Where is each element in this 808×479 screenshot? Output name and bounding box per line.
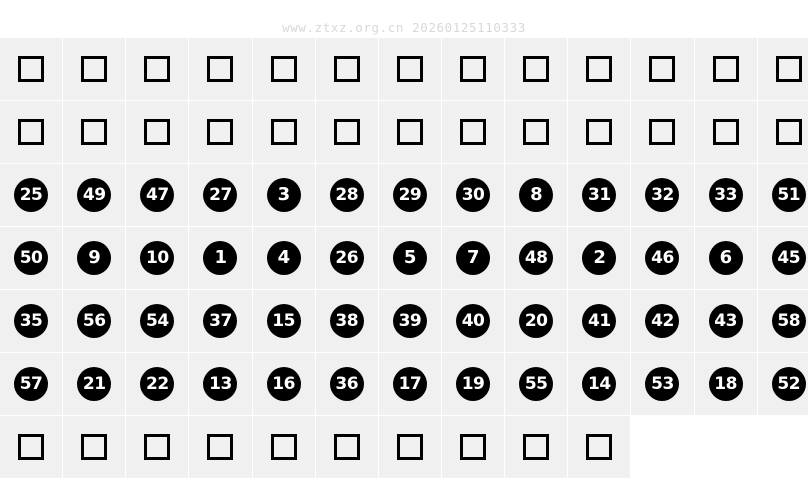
glyph-cell-inner [253,164,315,226]
glyph-cell-inner [505,227,567,289]
watermark-text: www.ztxz.org.cn 20260125110333 [282,20,526,35]
glyph-cell-inner [695,101,757,163]
filled-circle-number-icon: 39 [393,304,427,338]
filled-circle-number-icon: 18 [709,367,743,401]
filled-circle-number-icon: 8 [519,178,553,212]
glyph-cell [757,101,808,164]
glyph-cell-inner [126,38,188,100]
glyph-cell [378,290,441,353]
filled-circle-number-icon: 55 [519,367,553,401]
glyph-cell-inner [189,290,251,352]
glyph-cell [126,290,189,353]
glyph-cell [505,227,568,290]
glyph-cell-inner [379,353,441,415]
glyph-cell [694,290,757,353]
glyph-cell-inner [695,290,757,352]
glyph-cell-inner [253,353,315,415]
glyph-cell-inner [126,353,188,415]
glyph-cell-inner [505,416,567,478]
glyph-cell-inner [253,101,315,163]
glyph-cell [631,227,694,290]
glyph-cell-inner [126,101,188,163]
notdef-box-icon [81,434,107,460]
glyph-cell [189,164,252,227]
glyph-cell-inner [63,101,125,163]
glyph-cell [568,290,631,353]
glyph-cell [505,101,568,164]
glyph-cell [757,227,808,290]
glyph-cell-inner [63,290,125,352]
glyph-grid-body [0,38,808,479]
glyph-cell-inner [442,164,504,226]
notdef-box-icon [334,119,360,145]
glyph-cell [315,227,378,290]
notdef-box-icon [334,56,360,82]
glyph-cell-inner [568,227,630,289]
glyph-cell [568,38,631,101]
filled-circle-number-icon: 6 [709,241,743,275]
glyph-cell [694,38,757,101]
glyph-cell [757,353,808,416]
notdef-box-icon [334,434,360,460]
glyph-cell-inner [63,353,125,415]
glyph-cell-inner [379,290,441,352]
glyph-cell-inner [568,416,630,478]
filled-circle-number-icon: 54 [140,304,174,338]
glyph-cell [441,227,504,290]
glyph-cell [126,101,189,164]
notdef-box-icon [776,119,802,145]
glyph-cell-inner [568,164,630,226]
notdef-box-icon [586,56,612,82]
filled-circle-number-icon: 51 [772,178,806,212]
glyph-cell-inner [631,290,693,352]
glyph-cell-inner [695,353,757,415]
notdef-box-icon [81,56,107,82]
glyph-cell-inner [126,227,188,289]
filled-circle-number-icon: 41 [582,304,616,338]
glyph-cell-inner [568,101,630,163]
glyph-cell-inner [316,227,378,289]
glyph-cell-inner [189,164,251,226]
notdef-box-icon [649,119,675,145]
notdef-box-icon [460,434,486,460]
glyph-cell [441,101,504,164]
glyph-cell-inner [505,164,567,226]
glyph-cell-inner [316,164,378,226]
glyph-cell [441,38,504,101]
filled-circle-number-icon: 49 [77,178,111,212]
glyph-cell-inner [0,290,62,352]
filled-circle-number-icon: 1 [203,241,237,275]
glyph-cell-inner [0,101,62,163]
notdef-box-icon [271,119,297,145]
notdef-box-icon [649,56,675,82]
glyph-cell [126,164,189,227]
glyph-cell [441,353,504,416]
filled-circle-number-icon: 10 [140,241,174,275]
glyph-cell-inner [442,353,504,415]
glyph-cell [315,38,378,101]
glyph-cell [63,38,126,101]
notdef-box-icon [18,119,44,145]
filled-circle-number-icon: 26 [330,241,364,275]
glyph-cell-inner [379,164,441,226]
glyph-cell [126,38,189,101]
glyph-cell [63,101,126,164]
glyph-cell [189,416,252,479]
glyph-cell-inner [379,38,441,100]
filled-circle-number-icon: 2 [582,241,616,275]
glyph-cell [0,290,63,353]
glyph-cell [0,353,63,416]
filled-circle-number-icon: 22 [140,367,174,401]
glyph-cell-inner [442,101,504,163]
filled-circle-number-icon: 21 [77,367,111,401]
glyph-cell [189,38,252,101]
glyph-row [0,38,808,101]
notdef-box-icon [207,119,233,145]
glyph-cell [568,416,631,479]
notdef-box-icon [776,56,802,82]
glyph-cell [0,164,63,227]
glyph-cell-inner [442,290,504,352]
filled-circle-number-icon: 38 [330,304,364,338]
glyph-cell [694,227,757,290]
filled-circle-number-icon: 47 [140,178,174,212]
notdef-box-icon [713,56,739,82]
glyph-cell-inner [126,290,188,352]
glyph-cell-inner [253,38,315,100]
glyph-cell-inner [189,38,251,100]
glyph-cell-inner [316,38,378,100]
notdef-box-icon [523,434,549,460]
glyph-cell [252,164,315,227]
glyph-cell-inner [442,38,504,100]
glyph-cell-empty [631,416,694,479]
glyph-cell-inner [631,227,693,289]
filled-circle-number-icon: 14 [582,367,616,401]
glyph-cell [252,353,315,416]
glyph-cell [63,227,126,290]
notdef-box-icon [207,56,233,82]
glyph-cell-inner [695,164,757,226]
glyph-cell-inner [379,227,441,289]
filled-circle-number-icon: 32 [645,178,679,212]
filled-circle-number-icon: 25 [14,178,48,212]
filled-circle-number-icon: 29 [393,178,427,212]
glyph-cell [315,416,378,479]
glyph-cell [63,353,126,416]
filled-circle-number-icon: 5 [393,241,427,275]
glyph-cell [505,164,568,227]
glyph-cell [189,101,252,164]
glyph-grid [0,38,808,479]
glyph-cell [252,290,315,353]
glyph-cell [189,290,252,353]
glyph-cell-inner [505,353,567,415]
glyph-cell-inner [63,164,125,226]
filled-circle-number-icon: 15 [267,304,301,338]
glyph-cell [126,353,189,416]
glyph-cell-inner [505,101,567,163]
glyph-cell-inner [0,38,62,100]
glyph-cell [63,416,126,479]
glyph-row [0,101,808,164]
glyph-cell [0,38,63,101]
notdef-box-icon [271,56,297,82]
glyph-cell-inner [316,416,378,478]
filled-circle-number-icon: 30 [456,178,490,212]
glyph-cell-inner [758,290,808,352]
notdef-box-icon [586,434,612,460]
filled-circle-number-icon: 28 [330,178,364,212]
glyph-cell-inner [568,290,630,352]
glyph-cell [378,353,441,416]
filled-circle-number-icon: 17 [393,367,427,401]
filled-circle-number-icon: 52 [772,367,806,401]
glyph-cell [757,38,808,101]
glyph-cell [694,164,757,227]
glyph-cell [252,227,315,290]
glyph-cell-inner [505,290,567,352]
glyph-cell [63,290,126,353]
glyph-cell [505,416,568,479]
glyph-cell-inner [189,416,251,478]
glyph-cell [252,101,315,164]
glyph-row [0,290,808,353]
glyph-cell [757,164,808,227]
glyph-cell [568,101,631,164]
filled-circle-number-icon: 50 [14,241,48,275]
glyph-cell-inner [442,416,504,478]
glyph-cell-inner [189,101,251,163]
glyph-cell-inner [758,227,808,289]
glyph-cell-inner [758,38,808,100]
filled-circle-number-icon: 45 [772,241,806,275]
filled-circle-number-icon: 27 [203,178,237,212]
glyph-cell-inner [758,164,808,226]
glyph-cell-inner [126,164,188,226]
glyph-cell-inner [253,290,315,352]
glyph-cell [315,101,378,164]
glyph-cell [126,416,189,479]
glyph-cell [631,353,694,416]
glyph-cell [315,353,378,416]
filled-circle-number-icon: 19 [456,367,490,401]
glyph-cell [0,416,63,479]
glyph-cell [441,416,504,479]
notdef-box-icon [460,56,486,82]
notdef-box-icon [271,434,297,460]
glyph-cell-inner [316,101,378,163]
glyph-cell-inner [0,353,62,415]
filled-circle-number-icon: 13 [203,367,237,401]
filled-circle-number-icon: 35 [14,304,48,338]
notdef-box-icon [18,434,44,460]
filled-circle-number-icon: 56 [77,304,111,338]
filled-circle-number-icon: 33 [709,178,743,212]
glyph-cell-inner [379,416,441,478]
glyph-cell-inner [631,164,693,226]
glyph-cell [694,353,757,416]
glyph-cell [505,290,568,353]
glyph-cell [631,290,694,353]
filled-circle-number-icon: 48 [519,241,553,275]
filled-circle-number-icon: 36 [330,367,364,401]
glyph-cell [378,101,441,164]
glyph-row [0,164,808,227]
glyph-cell [0,227,63,290]
filled-circle-number-icon: 53 [645,367,679,401]
glyph-cell [441,164,504,227]
notdef-box-icon [713,119,739,145]
glyph-cell-empty [757,416,808,479]
filled-circle-number-icon: 46 [645,241,679,275]
notdef-box-icon [586,119,612,145]
glyph-cell [441,290,504,353]
glyph-cell [378,38,441,101]
glyph-cell-inner [189,353,251,415]
filled-circle-number-icon: 31 [582,178,616,212]
glyph-row [0,416,808,479]
filled-circle-number-icon: 43 [709,304,743,338]
glyph-cell-inner [568,353,630,415]
glyph-cell-inner [758,101,808,163]
glyph-cell-inner [253,416,315,478]
glyph-cell [378,164,441,227]
glyph-cell [315,290,378,353]
notdef-box-icon [144,119,170,145]
glyph-cell-inner [631,38,693,100]
filled-circle-number-icon: 42 [645,304,679,338]
glyph-cell-inner [0,416,62,478]
notdef-box-icon [397,56,423,82]
glyph-row [0,227,808,290]
glyph-cell-inner [695,227,757,289]
filled-circle-number-icon: 20 [519,304,553,338]
filled-circle-number-icon: 37 [203,304,237,338]
notdef-box-icon [144,56,170,82]
glyph-cell-inner [442,227,504,289]
notdef-box-icon [397,119,423,145]
notdef-box-icon [523,119,549,145]
filled-circle-number-icon: 58 [772,304,806,338]
glyph-cell-inner [0,164,62,226]
glyph-cell-inner [316,290,378,352]
glyph-cell [378,416,441,479]
glyph-cell-inner [316,353,378,415]
filled-circle-number-icon: 7 [456,241,490,275]
glyph-cell [505,353,568,416]
glyph-cell [631,38,694,101]
glyph-cell [252,416,315,479]
glyph-cell-inner [568,38,630,100]
filled-circle-number-icon: 16 [267,367,301,401]
notdef-box-icon [81,119,107,145]
glyph-cell-empty [694,416,757,479]
notdef-box-icon [18,56,44,82]
glyph-cell-inner [505,38,567,100]
glyph-cell [568,353,631,416]
filled-circle-number-icon: 57 [14,367,48,401]
glyph-cell [631,164,694,227]
glyph-cell [63,164,126,227]
glyph-cell [378,227,441,290]
glyph-row [0,353,808,416]
glyph-cell-inner [379,101,441,163]
notdef-box-icon [523,56,549,82]
glyph-cell [694,101,757,164]
glyph-cell [568,227,631,290]
glyph-cell [757,290,808,353]
glyph-cell [252,38,315,101]
glyph-cell-inner [253,227,315,289]
glyph-cell-inner [63,416,125,478]
glyph-cell [631,101,694,164]
glyph-cell-inner [758,353,808,415]
filled-circle-number-icon: 3 [267,178,301,212]
notdef-box-icon [397,434,423,460]
glyph-cell-inner [631,353,693,415]
glyph-cell [568,164,631,227]
filled-circle-number-icon: 4 [267,241,301,275]
glyph-cell-inner [695,38,757,100]
glyph-cell [315,164,378,227]
filled-circle-number-icon: 40 [456,304,490,338]
glyph-cell-inner [63,227,125,289]
glyph-cell-inner [63,38,125,100]
notdef-box-icon [207,434,233,460]
glyph-cell-inner [126,416,188,478]
filled-circle-number-icon: 9 [77,241,111,275]
glyph-cell [0,101,63,164]
glyph-cell [189,227,252,290]
glyph-cell-inner [631,101,693,163]
glyph-cell-inner [0,227,62,289]
notdef-box-icon [144,434,170,460]
glyph-cell-inner [189,227,251,289]
glyph-cell [126,227,189,290]
glyph-cell [505,38,568,101]
glyph-cell [189,353,252,416]
notdef-box-icon [460,119,486,145]
